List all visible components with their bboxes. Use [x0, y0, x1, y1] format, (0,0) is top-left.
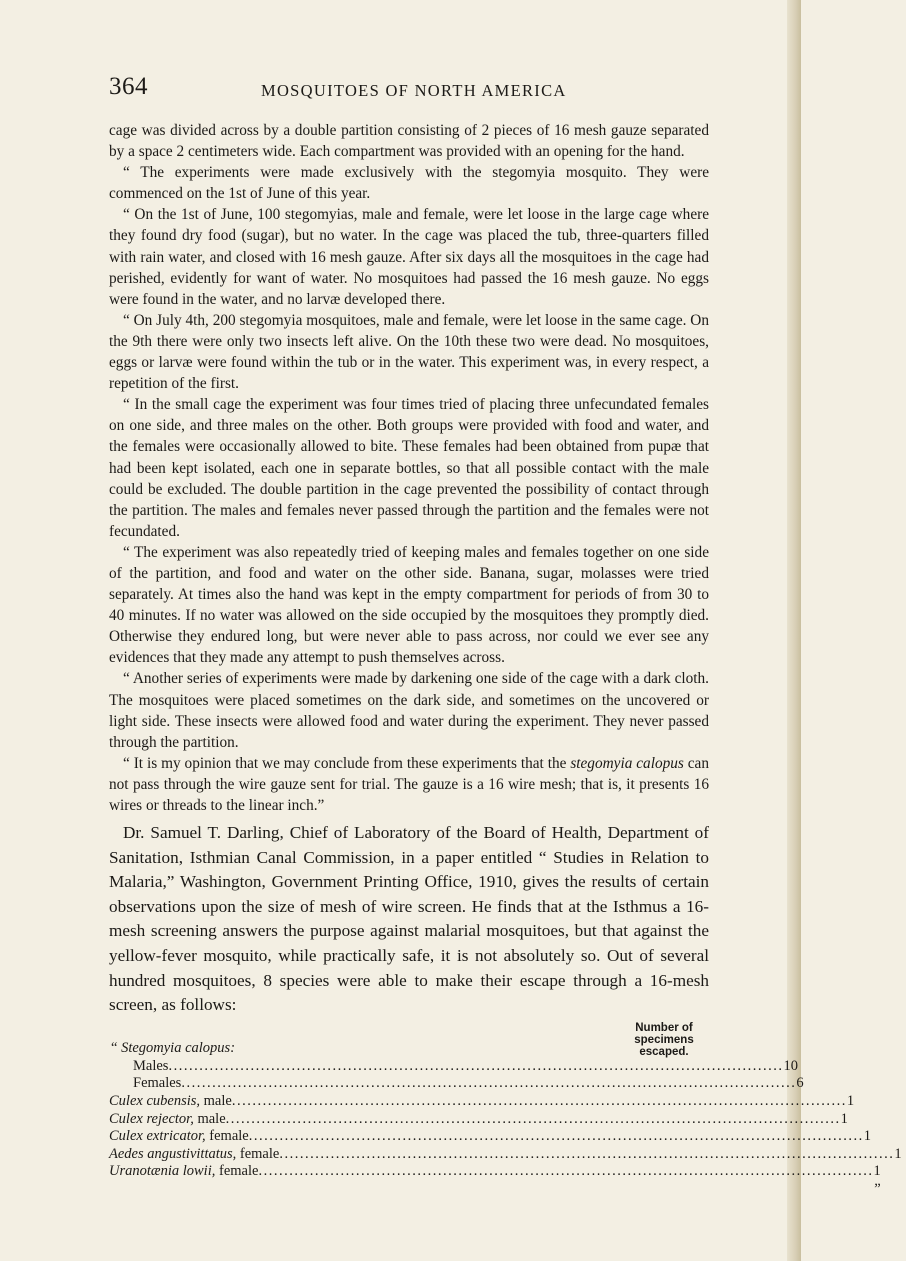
table-row	[109, 1093, 855, 1111]
quoted-paragraph: cage was divided across by a double partition consisting of 2 pieces of 16 mesh gauze separated by a space 2 centimeters wide. Each compartment was provided with an opening for the hand.	[109, 122, 709, 161]
page-body	[109, 120, 902, 1199]
leader-dots: ........................................................................................................................	[258, 1163, 874, 1180]
running-head: MOSQUITOES OF NORTH AMERICA	[261, 81, 567, 100]
row-value: 1	[863, 1128, 871, 1145]
row-label: Culex extricator, female	[109, 1128, 249, 1145]
row-value: 1 ”	[873, 1163, 881, 1197]
text-run: “ It is my opinion that we may conclude from these experiments that the	[123, 754, 571, 772]
row-label: Females	[133, 1075, 182, 1092]
table-row	[109, 1110, 848, 1129]
quoted-paragraph	[109, 753, 709, 816]
page-header	[109, 73, 709, 107]
row-value: 10	[783, 1057, 798, 1074]
leader-dots: ........................................................................................................................	[231, 1093, 847, 1110]
column-header-line: specimens	[634, 1033, 694, 1046]
quoted-paragraph: “ On the 1st of June, 100 stegomyias, male and female, were let loose in the large cage where they found dry food (sugar), but no water. In the cage was placed the tub, three-quarters filled with rain water, and closed with 16 mesh gauze. After six days all the mosquitoes in the cage had perished, evidently for want of water. No mosquitoes had passed the 16 mesh gauze. No eggs were found in the water, and no larvæ developed there.	[109, 206, 709, 308]
leader-dots: ........................................................................................................................	[248, 1128, 864, 1145]
row-label: Culex cubensis, male	[109, 1093, 232, 1110]
escape-table	[109, 1021, 902, 1199]
column-header-line: Number of	[635, 1021, 693, 1034]
page-number: 364	[109, 73, 148, 100]
quoted-paragraph: “ The experiments were made exclusively with the stegomyia mosquito. They were commenced on the 1st of June of this year.	[109, 164, 709, 203]
table-row	[109, 1145, 902, 1164]
row-value: 1	[840, 1110, 848, 1127]
quoted-paragraph: “ Another series of experiments were made by darkening one side of the cage with a dark cloth. The mosquitoes were placed sometimes on the dark side, and sometimes on the uncovered or light side. These insects were allowed food and water during the experiment. They never passed through the partition.	[109, 670, 709, 751]
open-quote: “	[111, 1039, 122, 1056]
main-text	[109, 821, 709, 1018]
row-value: 1	[846, 1093, 855, 1110]
table-row	[109, 1163, 881, 1198]
species-name: Stegomyia calopus:	[121, 1039, 236, 1056]
table-row	[109, 1057, 798, 1076]
table-rows	[109, 1057, 902, 1199]
species-heading	[111, 1040, 235, 1058]
leader-dots: ........................................................................................................................	[181, 1075, 797, 1092]
row-value: 6	[796, 1075, 804, 1092]
column-header	[619, 1022, 709, 1058]
main-paragraph: Dr. Samuel T. Darling, Chief of Laboratory of the Board of Health, Department of Sanitation, Isthmian Canal Commission, in a paper entitled “ Studies in Relation to Malaria,” Washington, Government Printing Office, 1910, gives the results of certain observations upon the size of mesh of wire screen. He finds that at the Isthmus a 16-mesh screening answers the purpose against malarial mosquitoes, but that against the yellow-fever mosquito, while practically safe, it is not absolutely so. Out of several hundred mosquitoes, 8 species were able to make their escape through a 16-mesh screen, as follows:	[109, 823, 709, 1015]
row-label: Uranotænia lowii, female	[109, 1163, 259, 1180]
row-label: Aedes angustivittatus, female	[109, 1145, 280, 1162]
row-value: 1	[894, 1145, 902, 1162]
row-label: Culex rejector, male	[109, 1110, 226, 1127]
table-row	[109, 1128, 871, 1146]
row-label: Males	[133, 1057, 169, 1074]
species-name: stegomyia calopus	[570, 754, 684, 772]
quoted-paragraph: “ In the small cage the experiment was four times tried of placing three unfecundated females on one side, and three males on the other. Both groups were provided with food and water, and the females were occasionally allowed to bite. These females had been obtained from pupæ that had been kept isolated, each one in separate bottles, so that all possible contact with the male could be excluded. The double partition in the cage prevented the possibility of contact through the partition. The males and females never passed through the partition and the females were not fecundated.	[109, 396, 709, 540]
leader-dots: ........................................................................................................................	[225, 1110, 841, 1127]
table-row	[109, 1075, 804, 1093]
column-header-line: escaped.	[639, 1045, 689, 1058]
leader-dots: ........................................................................................................................	[168, 1057, 784, 1074]
quoted-paragraph: “ On July 4th, 200 stegomyia mosquitoes, male and female, were let loose in the same cage. On the 9th there were only two insects left alive. On the 10th these two were dead. No mosquitoes, eggs or larvæ were found within the tub or in the water. This experiment was, in every respect, a repetition of the first.	[109, 311, 709, 393]
leader-dots: ........................................................................................................................	[279, 1145, 895, 1162]
quoted-report	[109, 120, 709, 816]
quoted-paragraph: “ The experiment was also repeatedly tried of keeping males and females together on one side of the partition, and food and water on the other side. Banana, sugar, molasses were tried separately. At times also the hand was kept in the empty compartment for periods of from 30 to 40 minutes. If no water was allowed on the side occupied by the mosquitoes they promptly died. Otherwise they endured long, but were never able to pass across, nor could we ever see any evidences that they made any attempt to push themselves across.	[109, 543, 709, 667]
text-run: can not pass through the wire gauze sent for trial. The gauze is a 16 wire mesh; that is, it presents 16 wires or threads to the linear inch.”	[109, 754, 709, 814]
